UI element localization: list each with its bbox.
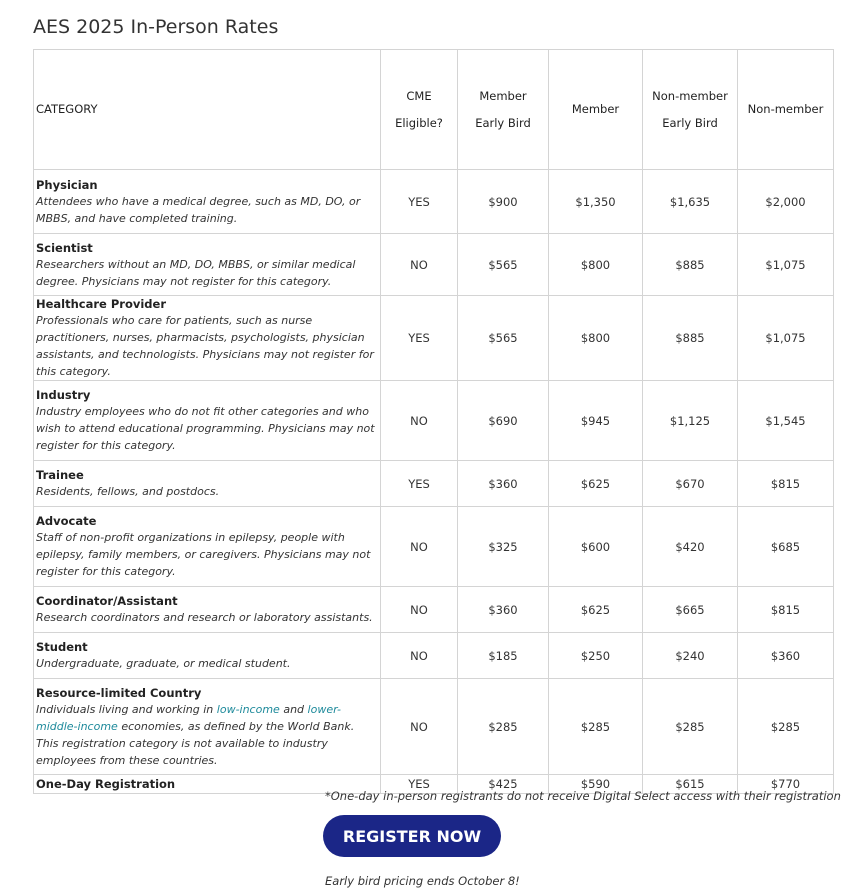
category-description: Undergraduate, graduate, or medical student. [36,657,291,670]
nonmember-early-bird-price: $665 [643,587,738,633]
header-member-early-line1: Member [479,88,527,103]
low-income-link[interactable]: low-income [216,702,280,716]
header-nonmember: Non-member [738,50,834,170]
header-nonmember-early-line1: Non-member [652,88,728,103]
member-price: $800 [549,234,643,296]
member-early-bird-price: $285 [458,679,549,775]
category-cell [34,170,381,234]
category-description: Attendees who have a medical degree, such as MD, DO, or MBBS, and have completed training. [36,194,361,225]
table-row [34,587,834,633]
table-row [34,296,834,381]
member-price: $590 [549,775,643,794]
cme-eligible-cell: NO [381,633,458,679]
category-description: Researchers without an MD, DO, MBBS, or similar medical degree. Physicians may not register for this category. [36,257,356,288]
category-description: Staff of non-profit organizations in epilepsy, people with epilepsy, family members, or caregivers. Physicians may not register for this category. [36,531,371,578]
category-cell [34,234,381,296]
one-day-footnote: *One-day in-person registrants do not receive Digital Select access with their registration [325,789,841,803]
member-price: $1,350 [549,170,643,234]
member-price: $600 [549,507,643,587]
category-name: Physician [36,177,98,192]
category-cell [34,679,381,775]
header-nonmember-early-line2: Early Bird [662,115,718,130]
member-early-bird-price: $900 [458,170,549,234]
nonmember-early-bird-price: $885 [643,234,738,296]
header-cme-eligible: CME Eligible? [381,50,458,170]
table-row-resource-limited [34,679,834,775]
category-description [36,701,378,769]
header-category: CATEGORY [34,50,381,170]
nonmember-early-bird-price: $1,635 [643,170,738,234]
member-price: $625 [549,587,643,633]
cme-eligible-cell: NO [381,679,458,775]
register-now-button[interactable]: REGISTER NOW [323,815,501,857]
nonmember-price: $685 [738,507,834,587]
cme-eligible-cell: NO [381,381,458,461]
category-cell [34,633,381,679]
cme-eligible-cell: YES [381,775,458,794]
table-row [34,381,834,461]
category-cell [34,507,381,587]
category-name: Advocate [36,514,97,528]
category-description: Research coordinators and research or laboratory assistants. [36,611,373,624]
nonmember-price: $285 [738,679,834,775]
category-name: Coordinator/Assistant [36,594,178,608]
description-text: Individuals living and working in [36,702,217,716]
description-text: economies, as defined by the World Bank. This registration category is not available to industry employees from these countries. [36,719,355,767]
member-early-bird-price: $325 [458,507,549,587]
member-early-bird-price: $360 [458,587,549,633]
table-row [34,461,834,507]
category-name: Student [36,640,88,654]
page-title: AES 2025 In-Person Rates [33,16,279,38]
member-early-bird-price: $690 [458,381,549,461]
cme-eligible-cell: NO [381,507,458,587]
table-row [34,507,834,587]
nonmember-price: $2,000 [738,170,834,234]
nonmember-early-bird-price: $1,125 [643,381,738,461]
nonmember-early-bird-price: $670 [643,461,738,507]
cme-eligible-cell: NO [381,234,458,296]
member-price: $800 [549,296,643,381]
nonmember-early-bird-price: $420 [643,507,738,587]
category-description: Professionals who care for patients, such as nurse practitioners, nurses, pharmacists, psychologists, physician assistants, and technologists. Physicians may not register for this category. [36,314,374,378]
nonmember-price: $1,075 [738,234,834,296]
nonmember-early-bird-price: $885 [643,296,738,381]
category-cell [34,587,381,633]
member-price: $945 [549,381,643,461]
member-early-bird-price: $565 [458,234,549,296]
nonmember-price: $815 [738,587,834,633]
member-price: $250 [549,633,643,679]
member-early-bird-price: $425 [458,775,549,794]
header-member-early-bird [458,50,549,170]
header-nonmember-early-bird [643,50,738,170]
category-name: Scientist [36,240,93,255]
table-row [34,633,834,679]
member-early-bird-price: $185 [458,633,549,679]
nonmember-early-bird-price: $285 [643,679,738,775]
cme-eligible-cell: NO [381,587,458,633]
member-price: $285 [549,679,643,775]
early-bird-deadline-note: Early bird pricing ends October 8! [325,874,520,888]
category-description: Residents, fellows, and postdocs. [36,485,220,498]
member-early-bird-price: $360 [458,461,549,507]
category-name: One-Day Registration [36,777,176,791]
header-member-early-line2: Early Bird [475,115,531,130]
cme-eligible-cell: YES [381,170,458,234]
nonmember-early-bird-price: $615 [643,775,738,794]
nonmember-price: $815 [738,461,834,507]
table-header-row [34,50,834,170]
description-text: and [279,702,308,716]
table-row [34,170,834,234]
lower-middle-income-link[interactable]: lower-middle-income [36,702,341,733]
rates-table [33,49,834,794]
category-cell [34,296,381,381]
cme-eligible-cell: YES [381,296,458,381]
category-name: Industry [36,388,91,402]
category-cell [34,461,381,507]
category-cell [34,381,381,461]
category-name: Healthcare Provider [36,297,167,311]
category-description: Industry employees who do not fit other categories and who wish to attend educational programming. Physicians may not register for this category. [36,405,375,452]
category-name: Resource-limited Country [36,685,202,700]
member-early-bird-price: $565 [458,296,549,381]
nonmember-price: $770 [738,775,834,794]
nonmember-price: $1,545 [738,381,834,461]
cme-eligible-cell: YES [381,461,458,507]
category-name: Trainee [36,468,84,482]
nonmember-early-bird-price: $240 [643,633,738,679]
nonmember-price: $1,075 [738,296,834,381]
table-row [34,234,834,296]
nonmember-price: $360 [738,633,834,679]
header-member: Member [549,50,643,170]
member-price: $625 [549,461,643,507]
